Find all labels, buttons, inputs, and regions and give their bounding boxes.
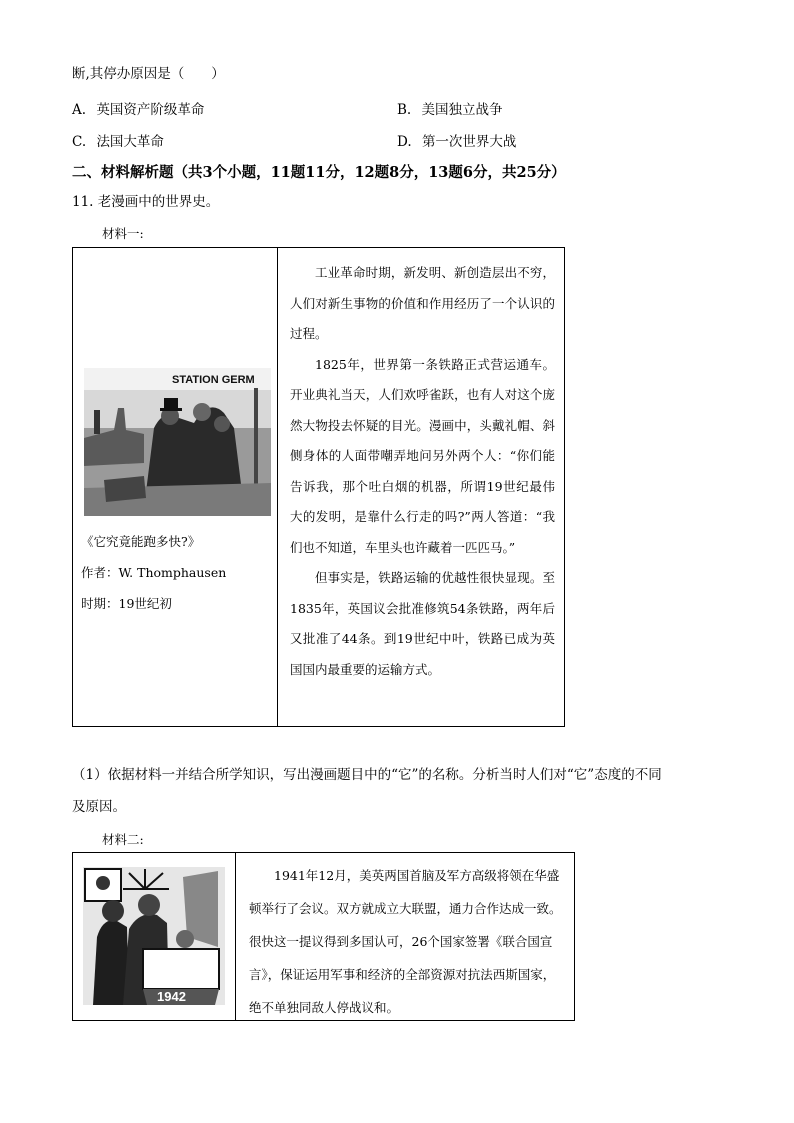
- cartoon-year-text: 1942: [157, 989, 186, 1004]
- station-sign-text: STATION GERM: [172, 374, 255, 386]
- material-1-table: [72, 247, 565, 727]
- material-2-label: 材料二:: [102, 832, 144, 847]
- material-1-paragraph-1: 工业革命时期，新发明、新创造层出不穷，人们对新生事物的价值和作用经历了一个认识的过程。: [290, 265, 555, 341]
- option-c: [72, 130, 164, 150]
- option-c-text: 法国大革命: [96, 134, 164, 150]
- material-2-table: [72, 852, 575, 1021]
- cartoon-image-conference: [83, 867, 225, 1005]
- caption-period: 时期：19世纪初: [81, 596, 172, 611]
- question-stem-tail: 断,其停办原因是（ ）: [72, 66, 225, 82]
- table-divider-2: [235, 853, 236, 1020]
- option-d-text: 第一次世界大战: [421, 134, 517, 150]
- train-cartoon-illustration: [84, 368, 271, 516]
- cartoon-image-train: [84, 368, 271, 516]
- material-1-paragraph-2: 1825年，世界第一条铁路正式营运通车。开业典礼当天，人们欢呼雀跃，也有人对这个庞然大物投去怀疑的目光。漫画中，头戴礼帽、斜侧身体的人面带嘲弄地问另外两个人：“你们能告诉我，那个吐白烟的机器，所谓19世纪最伟大的发明，是靠什么行走的吗?”两人答道：“我们也不知道，车里头也许藏着一匹匹马。”: [290, 356, 555, 555]
- option-a-label: A.: [72, 102, 87, 118]
- material-1-label: 材料一:: [102, 226, 144, 241]
- question-11-title: 11. 老漫画中的世界史。: [72, 194, 220, 210]
- section-title: 二、材料解析题（共3个小题，11题11分，12题8分，13题6分，共25分）: [72, 164, 566, 181]
- option-b-label: B.: [397, 102, 412, 118]
- subquestion-1-line-2: 及原因。: [72, 799, 126, 815]
- option-a: [72, 98, 204, 118]
- conference-cartoon-illustration: [83, 867, 225, 1005]
- subquestion-1-line-1: （1）依据材料一并结合所学知识，写出漫画题目中的“它”的名称。分析当时人们对“它”态度的不同: [72, 767, 662, 783]
- material-1-text: [290, 258, 555, 685]
- option-c-label: C.: [72, 134, 87, 150]
- cartoon-caption: [81, 526, 271, 619]
- option-a-text: 英国资产阶级革命: [96, 102, 205, 118]
- option-b-text: 美国独立战争: [421, 102, 503, 118]
- option-d-label: D.: [397, 134, 412, 150]
- caption-author: 作者：W. Thomphausen: [81, 565, 227, 580]
- option-d: [397, 130, 516, 150]
- material-2-paragraph: 1941年12月，美英两国首脑及军方高级将领在华盛顿举行了会议。双方就成立大联盟，通力合作达成一致。很快这一提议得到多国认可，26个国家签署《联合国宣言》，保证运用军事和经济的全部资源对抗法西斯国家，绝不单独同敌人停战议和。: [249, 868, 562, 1015]
- table-divider: [277, 248, 278, 726]
- option-b: [397, 98, 503, 118]
- material-1-paragraph-3: 但事实是，铁路运输的优越性很快显现。至1835年，英国议会批准修筑54条铁路，两年后又批准了44条。到19世纪中叶，铁路已成为英国国内最重要的运输方式。: [290, 570, 555, 677]
- caption-title: 《它究竟能跑多快?》: [81, 534, 201, 549]
